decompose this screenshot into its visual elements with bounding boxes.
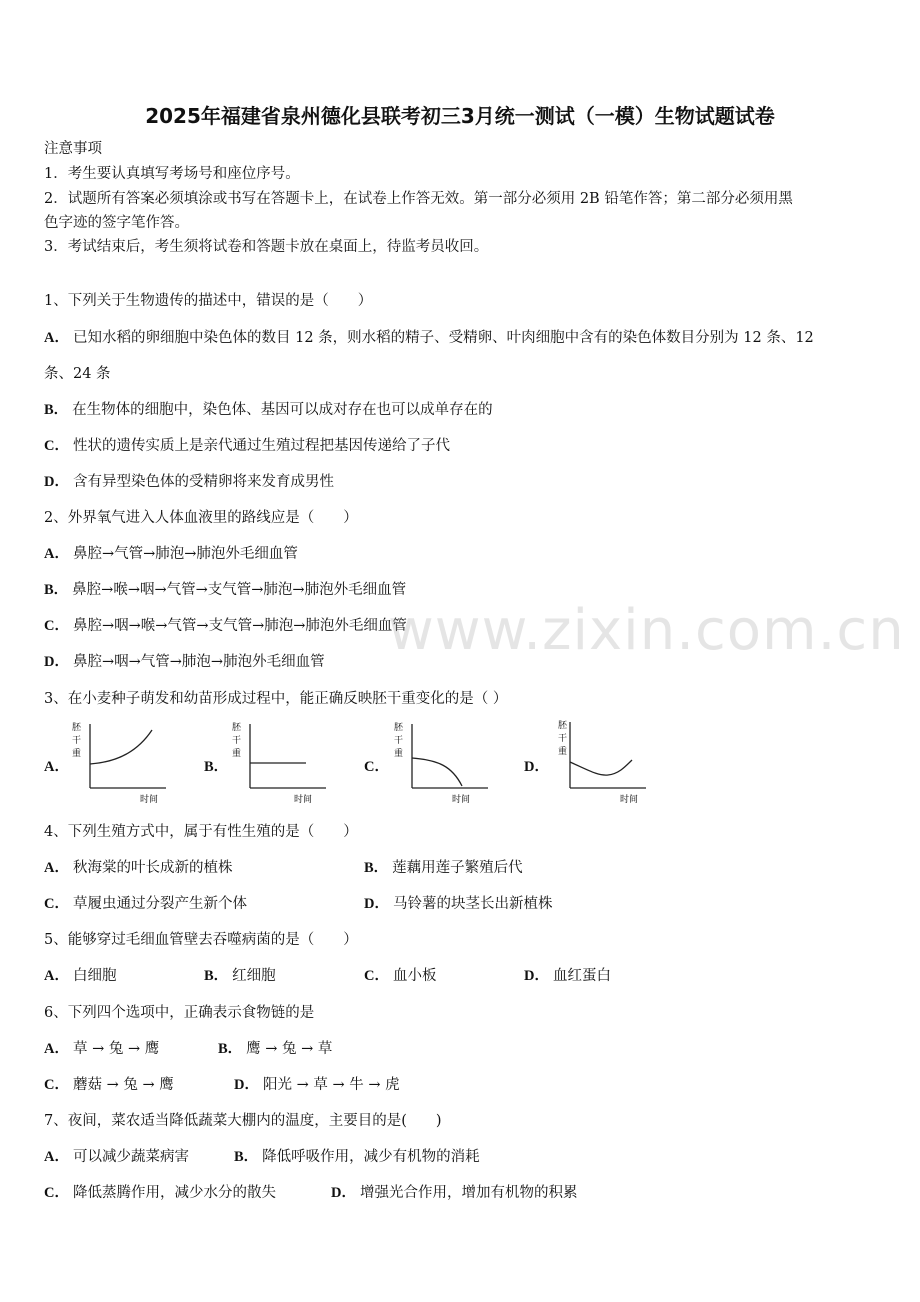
option-b: B． 鹰 → 兔 → 草 xyxy=(218,1041,333,1057)
question-stem: 2、外界氧气进入人体血液里的路线应是（ ） xyxy=(44,510,358,526)
graph-a-label: A． xyxy=(44,759,69,775)
option-b: B． 在生物体的细胞中，染色体、基因可以成对存在也可以成单存在的 xyxy=(44,402,493,418)
graph-a xyxy=(68,716,172,808)
graph-d xyxy=(548,714,652,808)
option-a: A． 草 → 兔 → 鹰 xyxy=(44,1041,160,1057)
option-a-continued: 条、24 条 xyxy=(44,366,111,382)
notice-item: 2．试题所有答案必须填涂或书写在答题卡上，在试卷上作答无效。第一部分必须用 2B 铅笔作答；第二部分必须用黑 xyxy=(44,191,793,207)
option-a: A． 白细胞 xyxy=(44,968,117,984)
graph-d-label: D． xyxy=(524,759,549,775)
page-title: 2025年福建省泉州德化县联考初三3月统一测试（一模）生物试题试卷 xyxy=(145,104,775,128)
svg-text:胚: 胚 xyxy=(232,723,242,733)
option-b: B． 鼻腔→喉→咽→气管→支气管→肺泡→肺泡外毛细血管 xyxy=(44,582,407,598)
option-d: D． 鼻腔→咽→气管→肺泡→肺泡外毛细血管 xyxy=(44,654,325,670)
option-d: D． 增强光合作用，增加有机物的积累 xyxy=(331,1185,578,1201)
notice-item: 3．考试结束后，考生须将试卷和答题卡放在桌面上，待监考员收回。 xyxy=(44,239,489,255)
option-a: A． 可以减少蔬菜病害 xyxy=(44,1149,189,1165)
svg-text:时间: 时间 xyxy=(452,795,471,805)
option-c: C． 性状的遗传实质上是亲代通过生殖过程把基因传递给了子代 xyxy=(44,438,450,454)
notice-heading: 注意事项 xyxy=(44,141,102,157)
option-c: C． 降低蒸腾作用，减少水分的散失 xyxy=(44,1185,276,1201)
graph-c xyxy=(390,716,494,808)
option-d: D． 阳光 → 草 → 牛 → 虎 xyxy=(234,1077,400,1093)
option-b: B． 红细胞 xyxy=(204,968,276,984)
svg-text:时间: 时间 xyxy=(140,795,159,805)
svg-text:重: 重 xyxy=(72,749,82,759)
question-stem: 5、能够穿过毛细血管壁去吞噬病菌的是（ ） xyxy=(44,932,358,948)
notice-item: 1．考生要认真填写考场号和座位序号。 xyxy=(44,166,300,182)
svg-text:胚: 胚 xyxy=(72,723,82,733)
question-stem: 4、下列生殖方式中，属于有性生殖的是（ ） xyxy=(44,824,358,840)
svg-text:时间: 时间 xyxy=(620,795,639,805)
question-stem: 3、在小麦种子萌发和幼苗形成过程中，能正确反映胚干重变化的是（ ） xyxy=(44,691,508,707)
svg-text:干: 干 xyxy=(394,736,404,746)
option-c: C． 蘑菇 → 兔 → 鹰 xyxy=(44,1077,174,1093)
graph-b xyxy=(228,716,332,808)
option-a: A． 鼻腔→气管→肺泡→肺泡外毛细血管 xyxy=(44,546,298,562)
option-b: B． 莲藕用莲子繁殖后代 xyxy=(364,860,523,876)
option-a: A． 已知水稻的卵细胞中染色体的数目 12 条，则水稻的精子、受精卵、叶肉细胞中含有的染色体数目分别为 12 条、12 xyxy=(44,330,814,346)
svg-text:干: 干 xyxy=(72,736,82,746)
option-b: B． 降低呼吸作用，减少有机物的消耗 xyxy=(234,1149,480,1165)
svg-text:胚: 胚 xyxy=(394,723,404,733)
question-stem: 6、下列四个选项中，正确表示食物链的是 xyxy=(44,1005,315,1021)
svg-text:重: 重 xyxy=(232,749,242,759)
svg-text:重: 重 xyxy=(558,747,568,757)
graph-c-label: C． xyxy=(364,759,389,775)
option-c: C． 草履虫通过分裂产生新个体 xyxy=(44,896,247,912)
question-stem: 1、下列关于生物遗传的描述中，错误的是（ ） xyxy=(44,293,373,309)
svg-text:干: 干 xyxy=(558,734,568,744)
option-d: D． 血红蛋白 xyxy=(524,968,611,984)
option-c: C． 鼻腔→咽→喉→气管→支气管→肺泡→肺泡外毛细血管 xyxy=(44,618,407,634)
option-c: C． 血小板 xyxy=(364,968,437,984)
notice-item: 色字迹的签字笔作答。 xyxy=(44,215,189,231)
svg-text:时间: 时间 xyxy=(294,795,313,805)
svg-text:重: 重 xyxy=(394,749,404,759)
option-d: D． 马铃薯的块茎长出新植株 xyxy=(364,896,553,912)
question-stem: 7、夜间，菜农适当降低蔬菜大棚内的温度，主要目的是( ) xyxy=(44,1113,442,1129)
watermark: www.zixin.com.cn xyxy=(388,598,905,663)
option-d: D． 含有异型染色体的受精卵将来发育成男性 xyxy=(44,474,334,490)
svg-text:胚: 胚 xyxy=(558,721,568,731)
option-a: A． 秋海棠的叶长成新的植株 xyxy=(44,860,233,876)
graph-b-label: B． xyxy=(204,759,229,775)
svg-text:干: 干 xyxy=(232,736,242,746)
